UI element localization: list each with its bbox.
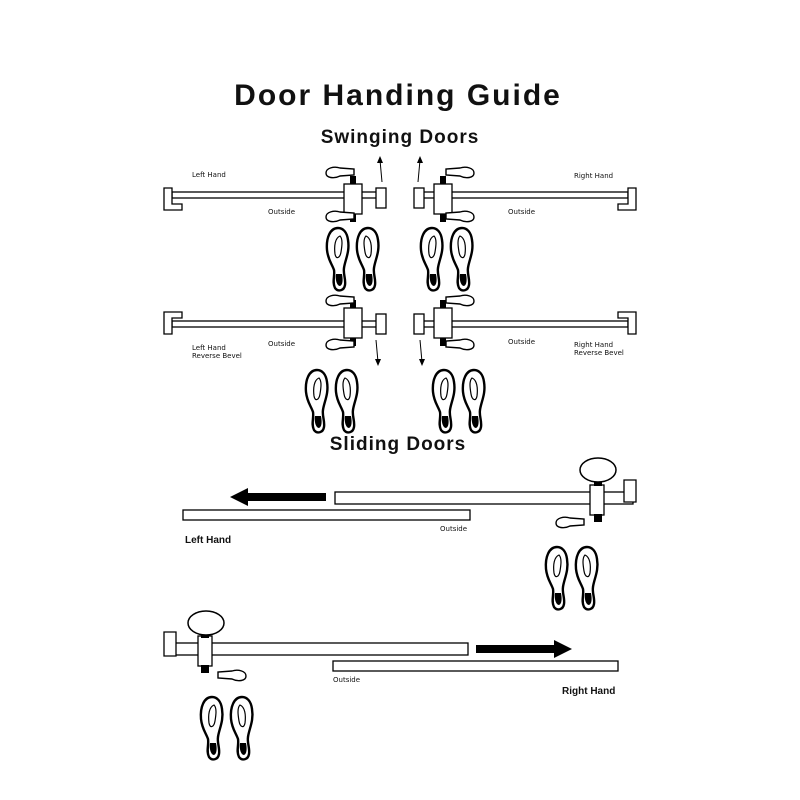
lever-handle-icon [446, 167, 474, 177]
slide-right-hand-label: Right Hand [562, 686, 616, 697]
slide-right-hand-door [164, 611, 618, 681]
footprints-icon [421, 228, 473, 290]
page-title: Door Handing Guide [234, 79, 562, 112]
lever-handle-icon [326, 295, 354, 305]
footprints-icon [546, 547, 598, 609]
swing-reverse-bevel-label: Reverse Bevel [574, 349, 624, 357]
footprints-icon [306, 370, 358, 432]
slide-left-hand-label: Left Hand [185, 535, 232, 546]
lever-handle-icon [326, 339, 354, 349]
swing-outside-label: Outside [508, 338, 536, 346]
lever-handle-icon [446, 295, 474, 305]
swing-left-hand-rb-label: Left Hand [192, 344, 226, 352]
lever-handle-icon [218, 670, 246, 680]
slide-outside-label: Outside [440, 525, 468, 533]
knob-icon [188, 611, 224, 635]
arrow-icon [230, 488, 326, 506]
swinging-doors-heading: Swinging Doors [320, 127, 480, 148]
lever-handle-icon [326, 167, 354, 177]
arrow-icon [476, 640, 572, 658]
slide-left-hand-door [183, 458, 636, 528]
swing-outside-label: Outside [268, 208, 296, 216]
swing-reverse-bevel-label: Reverse Bevel [192, 352, 242, 360]
lever-handle-icon [446, 211, 474, 221]
slide-outside-label: Outside [333, 676, 361, 684]
swing-outside-label: Outside [268, 340, 296, 348]
sliding-doors-heading: Sliding Doors [329, 434, 467, 455]
footprints-icon [327, 228, 379, 290]
lever-handle-icon [556, 517, 584, 527]
swing-left-hand-label: Left Hand [192, 171, 226, 179]
swing-right-hand-rb-label: Right Hand [574, 341, 614, 349]
lever-handle-icon [446, 339, 474, 349]
knob-icon [580, 458, 616, 482]
footprints-icon [433, 370, 485, 432]
lever-handle-icon [326, 211, 354, 221]
footprints-icon [201, 697, 253, 759]
swing-right-hand-label: Right Hand [574, 172, 614, 180]
swing-outside-label: Outside [508, 208, 536, 216]
